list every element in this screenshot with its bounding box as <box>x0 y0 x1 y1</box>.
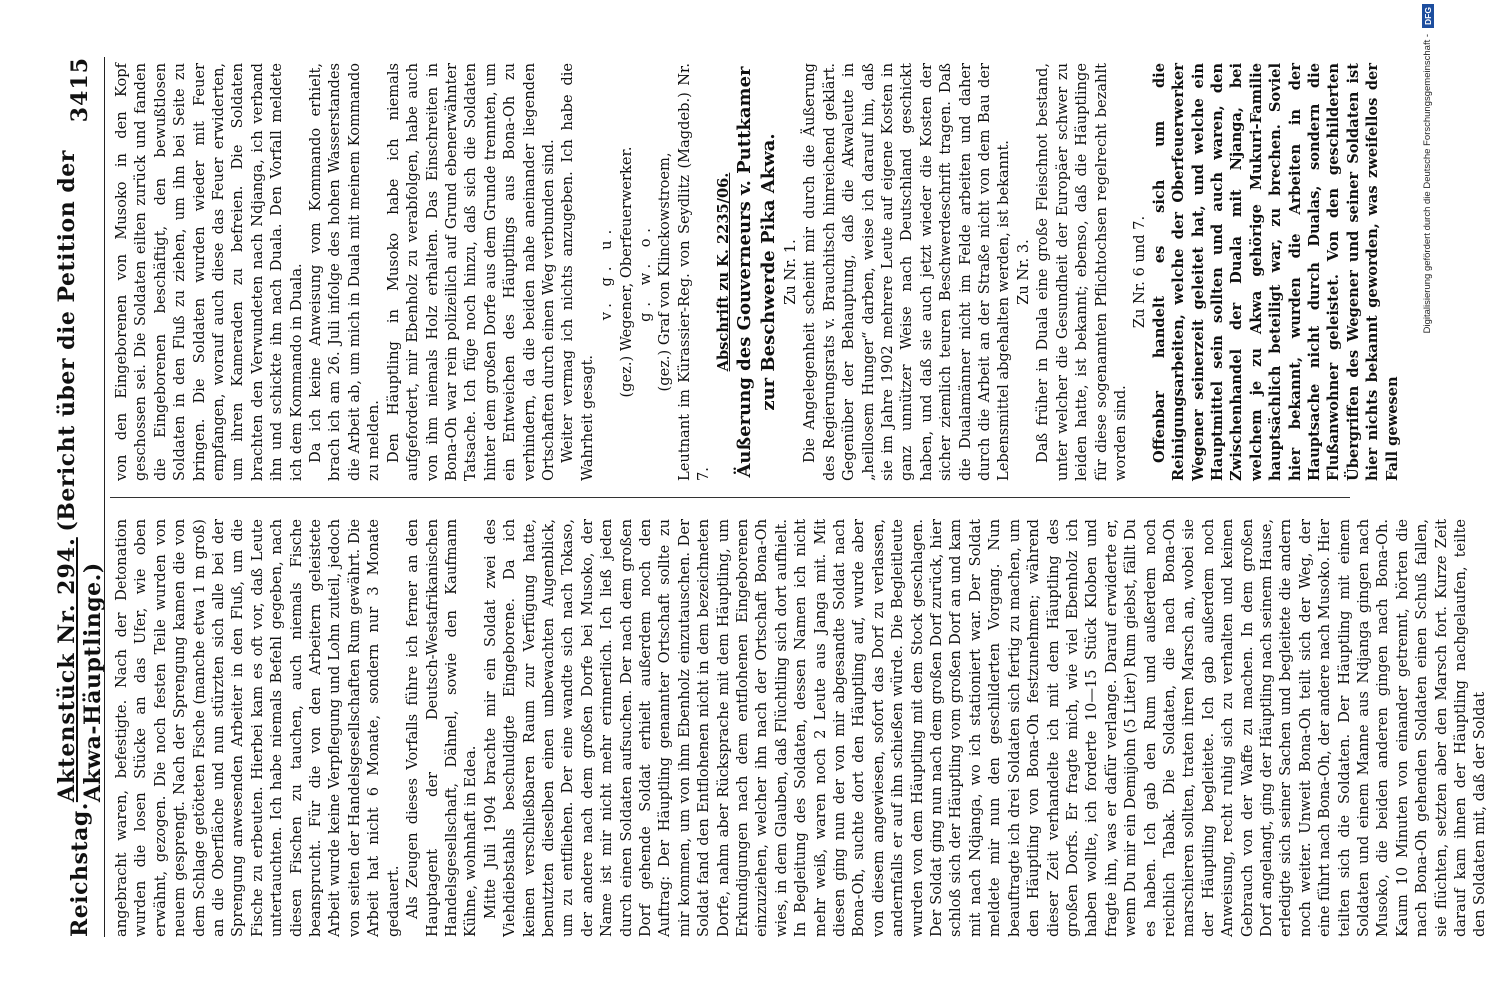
dfg-logo: DFG <box>1422 4 1434 28</box>
header-rule <box>104 57 105 937</box>
header-left: Reichstag. <box>67 802 93 937</box>
right-paragraph-intro: von den Eingeborenen von Musoko in den Kopf geschossen sei. Die Soldaten eilten zurück und fanden die Eingeborenen beschäftigt, den bewußtlosen Soldaten in den Fluß zu ziehen, um ihn bei Seite zu bringen. Die Soldaten wurden wieder mit Feuer empfangen, worauf auch diese das Feuer erwiderten, um ihren Kameraden zu befreien. Die Soldaten brachten den Verwundeten nach Ndjanga, ich verband ihn und schickte ihn nach Duala. Den Vorfall meldete ich dem Kommando in Duala. <box>113 63 305 481</box>
right-paragraph-4: Weiter vermag ich nichts anzugeben. Ich habe die Wahrheit gesagt. <box>559 63 596 481</box>
left-paragraph-1: angebracht waren, befestigte. Nach der Detonation wurden die losen Stücke an das Ufer, wie oben erwähnt, gezogen. Die noch festen Teile wurden von neuem gesprengt. Nach der Sprengung kamen die von dem Schlage getöteten Fische (manche etwa 1 m groß) an die Oberfläche und nun stürzten sich alle bei der Sprengung anwesenden Arbeiter in den Fluß, um die Fische zu erbeuten. Hierbei kam es oft vor, daß Leute untertauchten. Ich habe niemals Befehl gegeben, nach diesen Fischen zu tauchen, auch niemals Fische beansprucht. Für die von den Arbeitern geleistete Arbeit wurde keine Verpflegung und Lohn zuteil, jedoch von seiten der Handelsgesellschaften Rum gewährt. Die Arbeit hat nicht 6 Monate, sondern nur 3 Monate gedauert. <box>113 519 402 937</box>
abschrift-text: Abschrift zu K. 2235/06. <box>714 172 732 372</box>
page-number: 3415 <box>67 57 93 123</box>
column-divider <box>110 497 1350 498</box>
section-zu-1-text: Die Angelegenheit scheint mir durch die Äußerung des Regierungsrats v. Brauchitsch hinreichend geklärt. Gegenüber der Behauptung, daß die Akwaleute in „heillosem Hunger“ darben, weise ich darauf hin, daß sie im Jahre 1902 mehrere Leute auf eigene Kosten in ganz unnützer Weise nach Deutschland geschickt haben, und daß sie auch jetzt wieder die Kosten der sicher ziemlich teuren Beschwerdeschrift tragen. Daß die Dualamänner nicht im Felde arbeiten und daher durch die Arbeit an der Straße nicht von dem Bau der Lebensmittel abgehalten werden, ist bekannt. <box>801 63 1013 481</box>
abschrift-heading <box>714 63 733 481</box>
left-column <box>112 519 1489 937</box>
left-paragraph-3: Mitte Juli 1904 brachte mir ein Soldat zwei des Viehdiebstahls beschuldigte Eingeborene. Da ich keinen verschließbaren Raum zur Verfügung hatte, benutzten dieselben einen unbewachten Augenblick, um zu entfliehen. Der eine wandte sich nach Tokaso, der andere nach dem großen Dorfe bei Musoko, der Name ist mir nicht mehr erinnerlich. Ich ließ jeden durch einen Soldaten aufsuchen. Der nach dem großen Dorf gehende Soldat erhielt außerdem noch den Auftrag: Der Häuptling genannter Ortschaft sollte zu mir kommen, um von ihm Ebenholz einzutauschen. Der Soldat fand den Entflohenen nicht in dem bezeichneten Dorfe, nahm aber Rücksprache mit dem Häuptling, um Erkundigungen nach dem entflohenen Eingeborenen einzuziehen, welcher ihn nach der Ortschaft Bona-Oh wies, in dem Glauben, daß Flüchtling sich dort aufhielt. In Begleitung des Soldaten, dessen Namen ich nicht mehr weiß, waren noch 2 Leute aus Janga mit. Mit diesen ging nun der von mir abgesandte Soldat nach Bona-Oh, suchte dort den Häuptling auf, wurde aber von diesem angewiesen, sofort das Dorf zu verlassen, andernfalls er auf ihn schießen würde. Die Begleitleute wurden von dem Häuptling mit dem Stock geschlagen. Der Soldat ging nun nach dem großen Dorf zurück, hier schloß sich der Häuptling vom großen Dorf an und kam mit nach Ndjanga, wo ich stationiert war. Der Soldat meldete mir nun den geschilderten Vorgang. Nun beauftragte ich drei Soldaten sich fertig zu machen, um den Häuptling von Bona-Oh festzunehmen; während dieser Zeit verhandelte ich mit dem Häuptling des großen Dorfs. Er fragte mich, wie viel Ebenholz ich haben wollte, ich forderte 10—15 Stück Kloben und fragte ihn, was er dafür verlange. Darauf erwiderte er, wenn Du mir ein Demijohn (5 Liter) Rum giebst, fällt Du es haben. Ich gab den Rum und außerdem noch reichlich Tabak. Die Soldaten, die nach Bona-Oh marschieren sollten, traten ihren Marsch an, wobei sie der Häuptling begleitete. Ich gab außerdem noch Anweisung, recht ruhig sich zu verhalten und keinen Gebrauch von der Waffe zu machen. In dem großen Dorf angelangt, ging der Häuptling nach seinem Hause, erledigte sich seiner Sachen und begleitete die andern noch weiter. Unweit Bona-Oh teilt sich der Weg, der eine führt nach Bona-Oh, der andere nach Musoko. Hier teilten sich die Soldaten. Der Häuptling mit einem Soldaten und einem Manne aus Ndjanga gingen nach Musoko, die beiden anderen gingen nach Bona-Oh. Kaum 10 Minuten von einander getrennt, hörten die nach Bona-Oh gehenden Soldaten einen Schuß fallen, sie flüchten, setzten aber den Marsch fort. Kurze Zeit darauf kam ihnen der Häuptling nachgelaufen, teilte den Soldaten mit, daß der Soldat <box>481 519 1489 937</box>
header-document-number: Aktenstück Nr. 294. <box>54 537 80 803</box>
right-paragraph-3: Den Häuptling in Musoko habe ich niemals aufgefordert, mir Ebenholz zu verabfolgen, habe auch von ihm niemals Holz erhalten. Das Einschreiten in Bona-Oh war rein polizeilich auf Grund ebenerwähnter Tatsache. Ich füge noch hinzu, daß sich die Soldaten hinter dem großen Dorfe aus dem Grunde trennten, um ein Entweichen des Häuptlings aus Bona-Oh zu verhindern, da die beiden nahe aneinander liegenden Ortschaften durch einen Weg verbunden sind. <box>384 63 557 481</box>
signature-klinckowstroem: (gez.) Graf von Klinckowstroem, <box>656 152 674 392</box>
digitization-note <box>1422 4 1434 1000</box>
gwo-line: g. w. o. <box>636 222 654 322</box>
section-zu-3-text: Daß früher in Duala eine große Fleischnot bestand, unter welcher die Gesundheit der Europäer schwer zu leiden hatte, ist bekannt; ebenso, daß die Häuptlinge für diese sogenannten Pflichtochsen regelrecht bezahlt worden sind. <box>1034 63 1129 481</box>
page-header <box>54 57 106 937</box>
signature-rank: Leutnant im Kürassier-Reg. von Seydlitz (Magdeb.) Nr. 7. <box>675 63 713 481</box>
section-zu-3: Zu Nr. 3. <box>1014 239 1032 305</box>
section-zu-1: Zu Nr. 1. <box>782 239 799 305</box>
digitization-text: Digitalisierung gefördert durch die Deutsche Forschungsgemeinschaft - <box>1422 33 1433 334</box>
right-column <box>112 63 1401 481</box>
header-center-group <box>54 122 106 802</box>
document-title: Äußerung des Gouverneurs v. Puttkamer zur Beschwerde Pika Akwa. <box>734 66 779 478</box>
right-paragraph-2: Da ich keine Anweisung vom Kommando erhielt, brach ich am 26. Juli infolge des hohen Wasserstandes die Arbeit ab, um mich in Duala mit meinem Kommando zu melden. <box>307 63 383 481</box>
signature-wegener: (gez.) Wegener, Oberfeuerwerker. <box>617 146 635 398</box>
header-document-subject: (Bericht über die Petition der Akwa-Häuptlinge.) <box>54 150 106 803</box>
section-zu-6-7-text: Offenbar handelt es sich um die Reinigungsarbeiten, welche der Oberfeuerwerker Wegener seinerzeit geleitet hat, und welche ein Hauptmittel sein sollten und auch waren, den Zwischenhandel der Duala mit Njanga, bei welchem je zu Akwa gehörige Mukuri-Familie hauptsächlich beteiligt war, zu brechen. Soviel hier bekannt, wurden die Arbeiten in der Hauptsache nicht durch Dualas, sondern die Flußanwohner geleistet. Von den geschilderten Übergriffen des Wegener und seiner Soldaten ist hier nichts bekannt geworden, was zweifellos der Fall gewesen <box>1150 63 1401 481</box>
vgu-line: v. g. u. <box>598 223 616 321</box>
section-zu-6-7: Zu Nr. 6 und 7. <box>1131 215 1149 329</box>
left-paragraph-2: Als Zeugen dieses Vorfalls führe ich ferner an den Hauptagent der Deutsch-Westafrikanischen Handelsgesellschaft, Dähnel, sowie den Kaufmann Kühne, wohnhaft in Edea. <box>404 519 480 937</box>
